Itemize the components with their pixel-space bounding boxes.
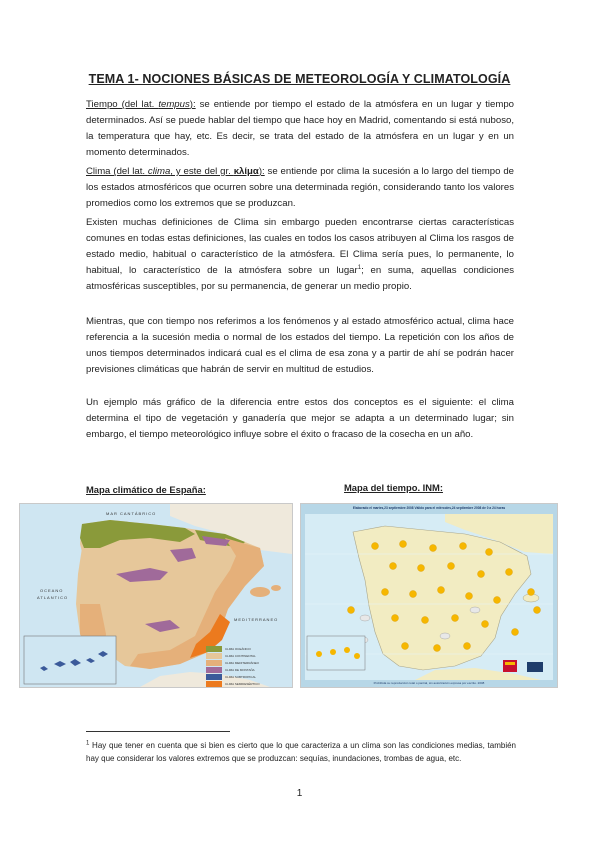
- page-number: 1: [296, 788, 303, 799]
- sea-label-mediterraneo: MEDITERRANEO: [234, 617, 279, 622]
- legend-subtropical: CLIMA SUBTROPICAL: [225, 675, 257, 679]
- caption-climate-map: Mapa climático de España:: [86, 484, 206, 495]
- page-title: TEMA 1- NOCIONES BÁSICAS DE METEOROLOGÍA Y CLIMATOLOGÍA: [88, 72, 511, 86]
- footnote: $^1$ Hay que tener en cuenta que si bien es cierto que lo que caracteriza a un clima son las condiciones medias, también hay que considerar los valores extremos que se produzcan: sequías, inundaciones, trombas de agua, etc.: [86, 740, 516, 763]
- weather-map-header: Elaborado el martes,23 septiembre 2008 Válido para el miércoles,24 septiembre 2008 de 0 a 24 horas: [352, 506, 506, 510]
- paragraph-tiempo: Tiempo (del lat. tempus): se entiende por tiempo el estado de la atmósfera en un lugar y tiempo determinados. Así se puede hablar del tiempo que hace hoy en Madrid, comentando si está nuboso, la temperatura que hay, etc. Es decir, se trata del estado de la atmósfera en un lugar y en un momento determinados.: [86, 99, 514, 158]
- paragraph-ejemplo: Un ejemplo más gráfico de la diferencia entre estos dos conceptos es el siguiente: el clima determina el tipo de vegetación y ganadería que mejor se adapta a un determinado lugar; sin embargo, el tiempo meteorológico influye sobre el éxito o fracaso de la cosecha en un año.: [86, 397, 514, 440]
- footnote-separator: [86, 731, 230, 732]
- weather-map-svg: [305, 514, 553, 680]
- legend-oceanic: CLIMA OCEÁNICO: [225, 647, 251, 651]
- sea-label-cantabrico: MAR CANTÁBRICO: [106, 511, 157, 516]
- weather-map-image: [300, 503, 558, 688]
- climate-map-image: [19, 503, 293, 688]
- legend-mediterranean: CLIMA MEDITERRÁNEO: [225, 661, 260, 665]
- caption-weather-map: Mapa del tiempo. INM:: [344, 482, 443, 493]
- term-tiempo: Tiempo (del lat. tempus):: [86, 99, 196, 110]
- sea-label-atlantico: ATLANTICO: [37, 595, 69, 600]
- legend-continental: CLIMA CONTINENTAL: [225, 654, 256, 658]
- footnote-ref[interactable]: 1: [357, 264, 362, 271]
- term-clima: Clima (del lat. clima, y este del gr. κλίμα):: [86, 166, 265, 177]
- paragraph-mientras: Mientras, que con tiempo nos referimos a los fenómenos y al estado atmosférico actual, clima hace referencia a la sucesión media o normal de los estados del tiempo. La repetición con los años de unos tiempos determinados indicará cual es el clima de esa zona y a partir de ahí se podrán hacer previsiones climáticas que habrán de servir en multitud de estudios.: [86, 316, 514, 375]
- paragraph-definiciones: Existen muchas definiciones de Clima sin embargo pueden encontrarse ciertas características comunes en todas estas definiciones, las cuales en todos los casos atribuyen al Clima los rasgos de estado medio, habitual o característico de la atmósfera. El Clima sería pues, lo permanente, lo habitual, lo característico de la atmósfera sobre un lugar$^1$; en suma, aquellas condiciones atmosféricas susceptibles, por su permanencia, de generar un medio propio.: [86, 217, 514, 292]
- climate-map-legend: [225, 646, 260, 688]
- paragraph-clima: Clima (del lat. clima, y este del gr. κλίμα): se entiende por clima la sucesión a lo largo del tiempo de los estados atmosféricos que ocurren sobre una determinada región, considerando tanto los valores promedios como los extremos que se produzcan.: [86, 166, 514, 209]
- footnote-marker: 1: [86, 740, 90, 747]
- legend-semidesert: CLIMA SEMIDESÉRTICO: [225, 682, 260, 686]
- weather-map-footer: Prohibida su reproducción total o parcial, sin autorización expresa por escrito. 2008: [373, 681, 485, 685]
- sea-label-oceano: OCEANO: [40, 588, 64, 593]
- legend-mountain: CLIMA DE MONTAÑA: [225, 668, 255, 672]
